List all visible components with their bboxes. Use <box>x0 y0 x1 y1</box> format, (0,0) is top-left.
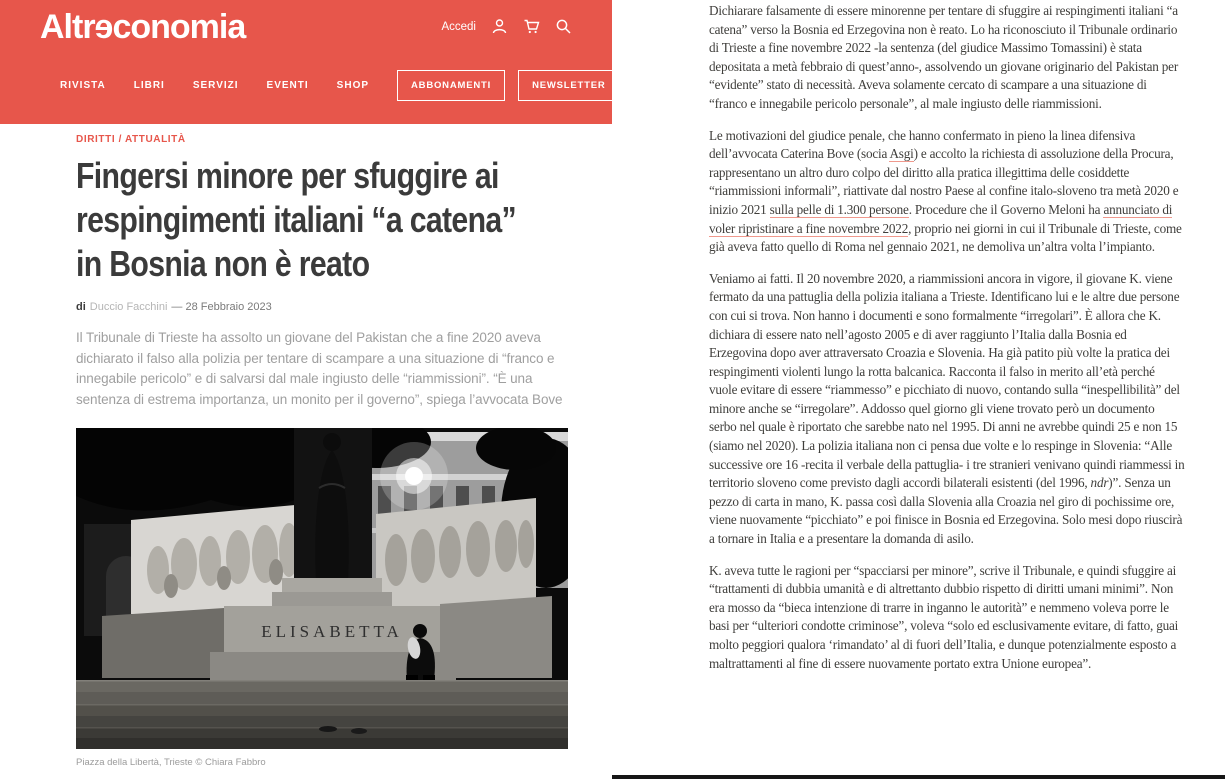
nav-item-rivista[interactable]: RIVISTA <box>60 79 106 91</box>
right-column <box>612 0 1225 780</box>
inline-link[interactable]: sulla pelle di 1.300 persone <box>769 201 909 217</box>
bottom-divider <box>612 775 1225 779</box>
nav-item-libri[interactable]: LIBRI <box>133 79 165 91</box>
left-column <box>0 0 612 780</box>
search-icon[interactable] <box>555 18 572 35</box>
article-paragraph <box>709 270 1185 549</box>
title-line: respingimenti italiani “a catena” <box>76 199 516 240</box>
user-icon[interactable] <box>491 18 508 35</box>
newsletter-button[interactable]: NEWSLETTER <box>518 70 612 101</box>
abbonamenti-button[interactable]: ABBONAMENTI <box>397 70 505 101</box>
text-run: ndr <box>1090 475 1109 491</box>
nav-item-eventi[interactable]: EVENTI <box>266 79 309 91</box>
article-head <box>0 124 612 768</box>
article-paragraph <box>709 562 1185 674</box>
monument-inscription: ELISABETTA <box>261 622 403 641</box>
breadcrumb-category[interactable]: DIRITTI / ATTUALITÀ <box>76 134 186 145</box>
text-run: . Procedure che il Governo Meloni ha <box>908 201 1104 217</box>
byline-author: Duccio Facchini <box>89 301 168 313</box>
article-figure <box>76 428 568 768</box>
text-run: K. aveva tutte le ragioni per “spacciarsi per minore”, scrive il Tribunale, e quindi sfuggire ai “trattamenti di dubbia umanità e di altrettanto dubbio rispetto di diritti umani minimi”. Non era mosso da “bieca intenzione di trarre in inganno le autorità” e nemmeno voleva porre le basi per “ulteriori condotte criminose”, voleva “solo ed esclusivamente evitare, di fatto, guai molto peggiori qualora ‘rimandato’ al di fuori dell’Italia, e dunque potenzialmente esposto a maltrattamenti al fine di essere nuovamente portato extra Unione europea”. <box>709 562 1179 671</box>
text-run: ) e accolto la richiesta di assoluzione della Procura, rappresentano un altro duro colpo del diritto alla pratica illegittima delle cosiddette “riammissioni informali”, riattivate dal nostro Paese al confine italo-sloveno tra metà 2020 e inizio 2021 <box>709 146 1179 217</box>
article-body <box>612 0 1225 673</box>
article-paragraph <box>709 127 1185 257</box>
text-run: Le motivazioni del giudice penale, che hanno confermato in pieno la linea difensiva dell’avvocata Caterina Bove (socia <box>709 127 1136 162</box>
text-run: Veniamo ai fatti. Il 20 novembre 2020, a riammissioni ancora in vigore, il giovane K. viene fermato da una pattuglia della polizia italiana a Trieste. Identificano lui e le altre due persone con cui si trova. Non hanno i documenti e sono formalmente “irregolari”. È allora che K. dichiara di essere nato nell’agosto 2005 e di aver raggiunto l’Italia dalla Bosnia ed Erzegovina dopo aver attraversato Croazia e Slovenia. Ha già patito più volte la pratica dei respingimenti violenti lungo la rotta balcanica. Racconta il falso in merito all’età perché vuole evitare di essere “riammesso” e picchiato di nuovo, contando sulla “inespellibilità” del minore anche se “irregolare”. Addosso quel giorno gli viene trovato però un documento serbo nel quale è riportato che sarebbe nato nel 1995. Di anni ne avrebbe quindi 25 e non 15 (siamo nel 2020). La polizia italiana non ci pensa due volte e lo respinge in Slovenia: “Alle successive ore 16 -recita il verbale della pattuglia- i tre stranieri venivano quindi riammessi in territorio sloveno come previsto dagli accordi bilaterali esistenti (del 1996, <box>709 270 1185 491</box>
nav-item-servizi[interactable]: SERVIZI <box>192 79 239 91</box>
site-header <box>0 0 612 124</box>
cart-icon[interactable] <box>523 18 540 35</box>
photo-caption: Piazza della Libertà, Trieste © Chiara Fabbro <box>76 757 266 768</box>
page-title <box>76 154 572 286</box>
title-line: in Bosnia non è reato <box>76 243 370 284</box>
article-photo <box>76 428 568 749</box>
article-standfirst: Il Tribunale di Trieste ha assolto un giovane del Pakistan che a fine 2020 aveva dichiarato il falso alla polizia per tentare di scampare a una situazione di “franco e innegabile pericolo” e di salvarsi dal male ingiusto delle “riammissioni”. “È una sentenza di estrema importanza, un monito per il governo”, spiega l’avvocata Bove <box>76 330 563 407</box>
inline-link[interactable]: Asgi <box>889 146 914 162</box>
inline-link[interactable]: annunciato di voler ripristinare a fine novembre 2022 <box>709 201 1173 236</box>
text-run: Dichiarare falsamente di essere minorenne per tentare di sfuggire ai respingimenti italiani “a catena” verso la Bosnia ed Erzegovina non è reato. Lo ha riconosciuto il Tribunale ordinario di Trieste a fine novembre 2022 -la sentenza (del giudice Massimo Tomassini) è stata depositata a metà febbraio di quest’anno-, assolvendo un giovane originario del Pakistan per “evidente” stato di necessità. Aveva solamente cercato di scampare a una situazione di “franco e innegabile pericolo personale”, al male ingiusto delle riammissioni. <box>709 3 1179 111</box>
byline-date: — 28 Febbraio 2023 <box>171 301 272 313</box>
site-logo[interactable]: Altrɘconomia <box>40 8 246 46</box>
title-line: Fingersi minore per sfuggire ai <box>76 155 499 196</box>
login-link[interactable]: Accedi <box>441 20 476 33</box>
account-area <box>441 18 572 35</box>
byline-prefix: di <box>76 301 86 313</box>
text-run: , proprio nei giorni in cui il Tribunale di Trieste, come già aveva fatto quello di Roma nel gennaio 2021, ne demoliva un’altra volta l’impianto. <box>709 220 1182 255</box>
nav-item-shop[interactable]: SHOP <box>336 79 370 91</box>
byline <box>76 301 572 313</box>
article-paragraph <box>709 2 1185 114</box>
main-nav <box>32 66 606 104</box>
text-run: )”. Senza un pezzo di carta in mano, K. passa così dalla Slovenia alla Croazia nel giro di pochissime ore, viene nuovamente “picchiato” e poi finisce in Bosnia ed Erzegovina. Solo mesi dopo riuscirà a tornare in Italia e a presentare la domanda di asilo. <box>709 475 1183 547</box>
